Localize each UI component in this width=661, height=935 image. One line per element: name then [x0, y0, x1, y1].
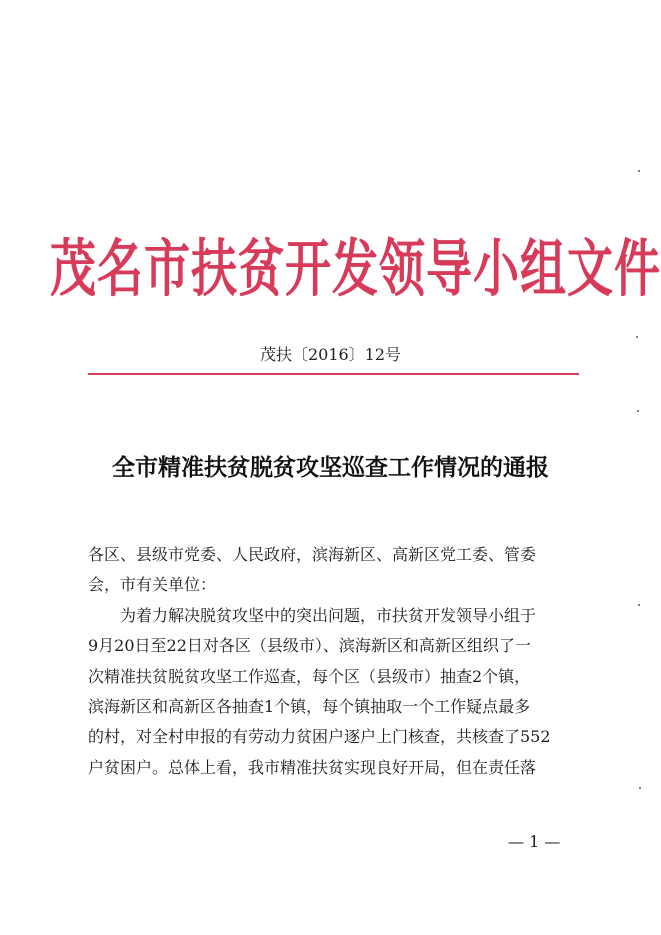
body-line: 滨海新区和高新区各抽查1个镇，每个镇抽取一个工作疑点最多: [88, 696, 531, 716]
scan-speck: [638, 170, 640, 172]
body-line: 户贫困户。总体上看，我市精准扶贫实现良好开局，但在责任落: [88, 757, 537, 777]
body-line: 的村，对全村申报的有劳动力贫困户逐户上门核查，共核查了552: [88, 727, 551, 747]
body-line: 次精准扶贫脱贫攻坚工作巡查，每个区（县级市）抽查2个镇，: [88, 666, 531, 686]
body-line: 各区、县级市党委、人民政府，滨海新区、高新区党工委、管委: [88, 545, 537, 564]
scan-speck: [637, 410, 639, 412]
notice-title: 全市精准扶贫脱贫攻坚巡查工作情况的通报: [112, 455, 549, 481]
body-line: 会，市有关单位：: [88, 575, 217, 595]
document-number: 茂扶〔2016〕12号: [259, 345, 402, 364]
issuing-authority-title: 茂名市扶贫开发领导小组文件: [50, 232, 661, 306]
body-line: 9月20日至22日对各区（县级市）、滨海新区和高新区组织了一: [88, 636, 531, 656]
scan-speck: [639, 787, 641, 789]
scan-speck: [636, 336, 638, 338]
body-line: 为着力解决脱贫攻坚中的突出问题，市扶贫开发领导小组于: [120, 605, 537, 625]
scan-speck: [638, 604, 640, 606]
body-text: [88, 540, 582, 783]
red-separator-rule: [88, 373, 579, 375]
page-number: — 1 —: [508, 832, 561, 851]
